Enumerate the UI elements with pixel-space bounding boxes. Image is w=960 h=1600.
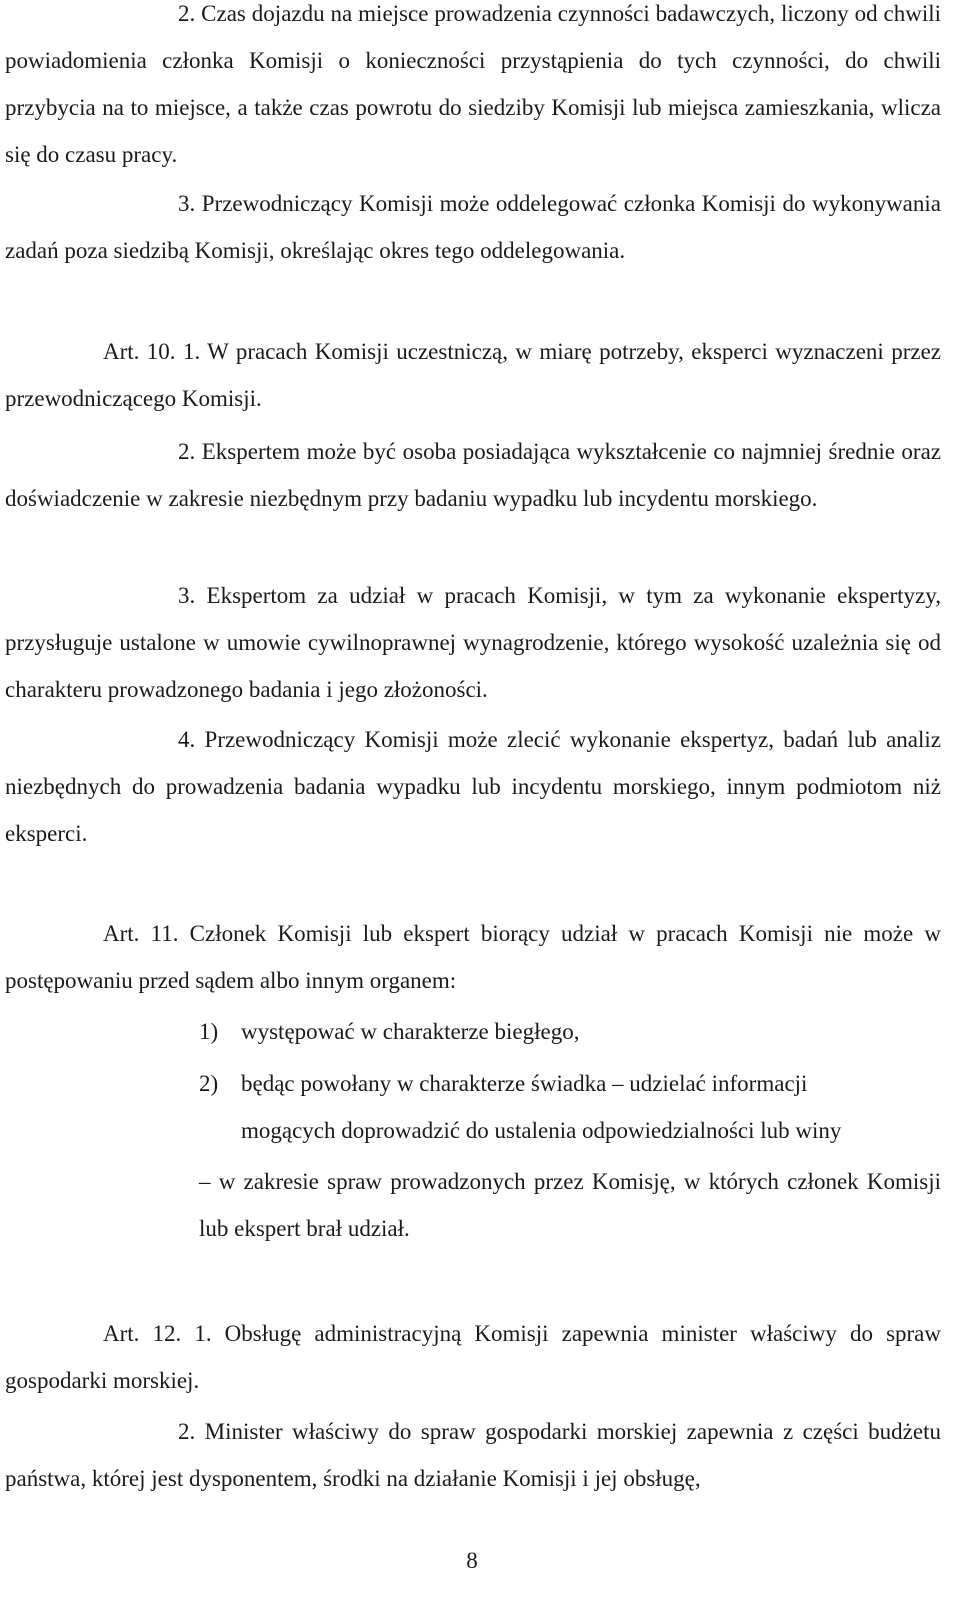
paragraph-art10-1: Art. 10. 1. W pracach Komisji uczestniczą, w miarę potrzeby, eksperci wyznaczeni przez przewodniczącego Komisji. xyxy=(5,339,941,411)
paragraph-art11: Art. 11. Członek Komisji lub ekspert biorący udział w pracach Komisji nie może w postępowaniu przed sądem albo innym organem: xyxy=(5,921,941,993)
paragraph-art11-closing: – w zakresie spraw prowadzonych przez Komisję, w których członek Komisji lub ekspert brał udział. xyxy=(199,1169,941,1241)
list-item-1 xyxy=(199,1008,941,1055)
paragraph-art10-4: 4. Przewodniczący Komisji może zlecić wykonanie ekspertyz, badań lub analiz niezbędnych do prowadzenia badania wypadku lub incydentu morskiego, innym podmiotom niż eksperci. xyxy=(5,727,941,846)
list-text-continuation: mogących doprowadzić do ustalenia odpowiedzialności lub winy xyxy=(241,1118,842,1143)
paragraph-art12-1: Art. 12. 1. Obsługę administracyjną Komisji zapewnia minister właściwy do spraw gospodarki morskiej. xyxy=(5,1321,941,1393)
list-item-2 xyxy=(199,1060,941,1154)
list-text: występować w charakterze biegłego, xyxy=(241,1019,580,1044)
paragraph-art10-3: 3. Ekspertom za udział w pracach Komisji, w tym za wykonanie ekspertyzy, przysługuje ustalone w umowie cywilnoprawnej wynagrodzenie, którego wysokość uzależnia się od charakteru prowadzonego badania i jego złożoności. xyxy=(5,583,941,702)
list-text: będąc powołany w charakterze świadka – udzielać informacji xyxy=(241,1071,808,1096)
list-number: 2) xyxy=(199,1071,219,1096)
paragraph-art10-2: 2. Ekspertem może być osoba posiadająca wykształcenie co najmniej średnie oraz doświadczenie w zakresie niezbędnym przy badaniu wypadku lub incydentu morskiego. xyxy=(5,439,941,511)
list-number: 1) xyxy=(199,1019,219,1044)
paragraph-art12-2: 2. Minister właściwy do spraw gospodarki morskiej zapewnia z części budżetu państwa, której jest dysponentem, środki na działanie Komisji i jej obsługę, xyxy=(5,1419,941,1491)
paragraph-art9-3: 3. Przewodniczący Komisji może oddelegować członka Komisji do wykonywania zadań poza siedzibą Komisji, określając okres tego oddelegowania. xyxy=(5,191,941,263)
paragraph-art9-2: 2. Czas dojazdu na miejsce prowadzenia czynności badawczych, liczony od chwili powiadomienia członka Komisji o konieczności przystąpienia do tych czynności, do chwili przybycia na to miejsce, a także czas powrotu do siedziby Komisji lub miejsca zamieszkania, wlicza się do czasu pracy. xyxy=(5,1,941,167)
page-number: 8 xyxy=(466,1548,478,1573)
